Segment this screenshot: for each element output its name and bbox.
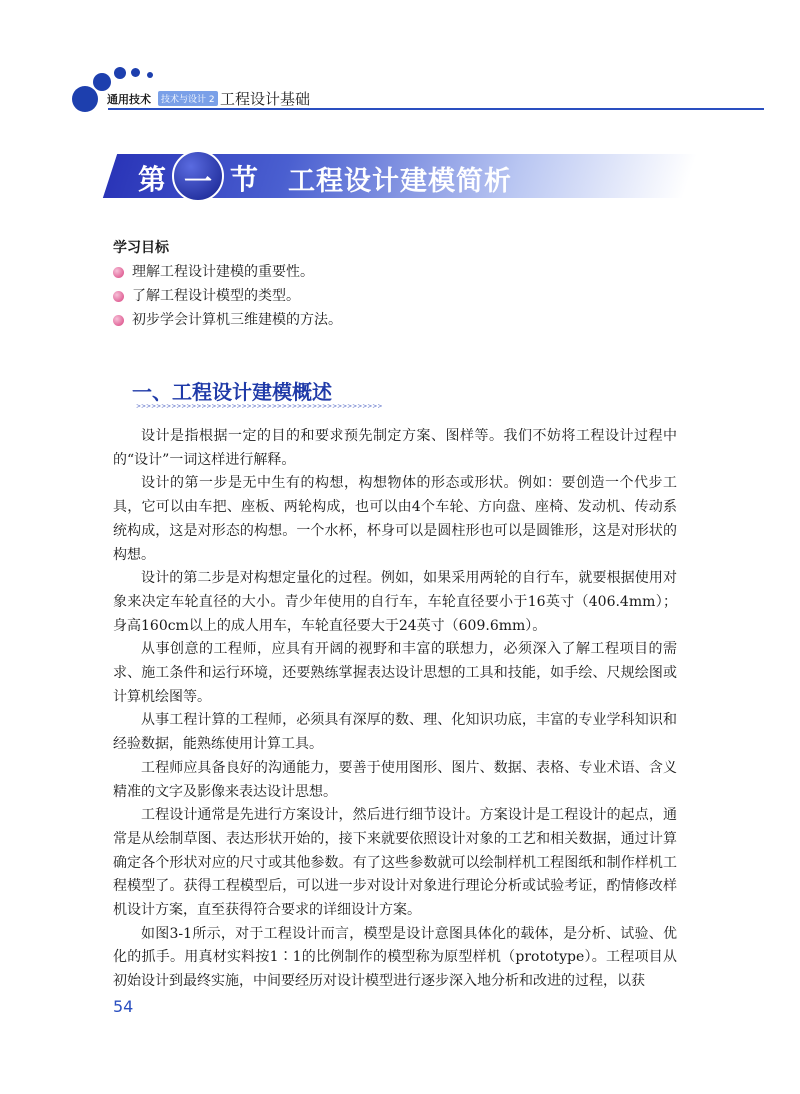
bullet-icon xyxy=(113,267,124,278)
objective-text: 理解工程设计建模的重要性。 xyxy=(132,264,314,280)
bullet-icon xyxy=(113,291,124,302)
objective-text: 初步学会计算机三维建模的方法。 xyxy=(132,312,342,328)
section-banner xyxy=(110,150,690,202)
objectives-title: 学习目标 xyxy=(113,240,169,256)
header-rule xyxy=(108,108,764,110)
objective-text: 了解工程设计模型的类型。 xyxy=(132,288,300,304)
book-title: 通用技术 xyxy=(107,93,151,106)
paragraph: 设计的第二步是对构想定量化的过程。例如，如果采用两轮的自行车，就要根据使用对象来决定车轮直径的大小。青少年使用的自行车，车轮直径要小于16英寸（406.4mm）；身高160cm以上的成人用车，车轮直径要大于24英寸（609.6mm）。 xyxy=(113,570,677,634)
decor-dot xyxy=(72,86,98,112)
objective-item xyxy=(113,284,342,308)
paragraph: 如图3-1所示，对于工程设计而言，模型是设计意图具体化的载体，是分析、试验、优化的抓手。用真材实料按1∶1的比例制作的模型称为原型样机（prototype）。工程项目从初始设计到最终实施，中间要经历对设计模型进行逐步深入地分析和改进的过程，以获 xyxy=(113,925,677,990)
section-title: 工程设计建模简析 xyxy=(288,166,512,197)
section-number: 一 xyxy=(183,165,212,198)
paragraph: 工程师应具备良好的沟通能力，要善于使用图形、图片、数据、表格、专业术语、含义精准的文字及影像来表达设计思想。 xyxy=(113,759,677,800)
subsection-rule: >>>>>>>>>>>>>>>>>>>>>>>>>>>>>>>>>>>>>>>>>>>>>>>>> xyxy=(136,403,383,410)
page-number: 54 xyxy=(113,997,134,1016)
decor-dot xyxy=(114,67,126,79)
section-number-badge xyxy=(172,150,224,202)
decor-dot xyxy=(131,68,140,77)
section-prefix: 第 xyxy=(138,163,167,196)
paragraph: 从事创意的工程师，应具有开阔的视野和丰富的联想力，必须深入了解工程项目的需求、施工条件和运行环境，还要熟练掌握表达设计思想的工具和技能，如手绘、尺规绘图或计算机绘图等。 xyxy=(113,641,677,705)
book-subtitle: 技术与设计 2 xyxy=(158,91,218,106)
subsection-title: 一、工程设计建模概述 xyxy=(132,380,332,404)
page-header xyxy=(0,0,800,120)
objective-item xyxy=(113,308,342,332)
body-text xyxy=(113,425,677,994)
paragraph: 从事工程计算的工程师，必须具有深厚的数、理、化知识功底，丰富的专业学科知识和经验数据，能熟练使用计算工具。 xyxy=(113,712,677,753)
decor-dot xyxy=(93,73,111,91)
paragraph: 设计的第一步是无中生有的构想，构想物体的形态或形状。例如：要创造一个代步工具，它可以由车把、座板、两轮构成，也可以由4个车轮、方向盘、座椅、发动机、传动系统构成，这是对形态的构想。一个水杯，杯身可以是圆柱形也可以是圆锥形，这是对形状的构想。 xyxy=(113,475,677,563)
decor-dot xyxy=(147,72,153,78)
paragraph: 设计是指根据一定的目的和要求预先制定方案、图样等。我们不妨将工程设计过程中的“设计”一词这样进行解释。 xyxy=(113,428,677,468)
chapter-title: 工程设计基础 xyxy=(220,90,311,108)
bullet-icon xyxy=(113,315,124,326)
objectives-list xyxy=(113,260,342,332)
paragraph: 工程设计通常是先进行方案设计，然后进行细节设计。方案设计是工程设计的起点，通常是从绘制草图、表达形状开始的，接下来就要依照设计对象的工艺和相关数据，通过计算确定各个形状对应的尺寸或其他参数。有了这些参数就可以绘制样机工程图纸和制作样机工程模型了。获得工程模型后，可以进一步对设计对象进行理论分析或试验考证，酌情修改样机设计方案，直至获得符合要求的详细设计方案。 xyxy=(113,807,677,919)
section-suffix: 节 xyxy=(230,163,259,196)
objective-item xyxy=(113,260,342,284)
